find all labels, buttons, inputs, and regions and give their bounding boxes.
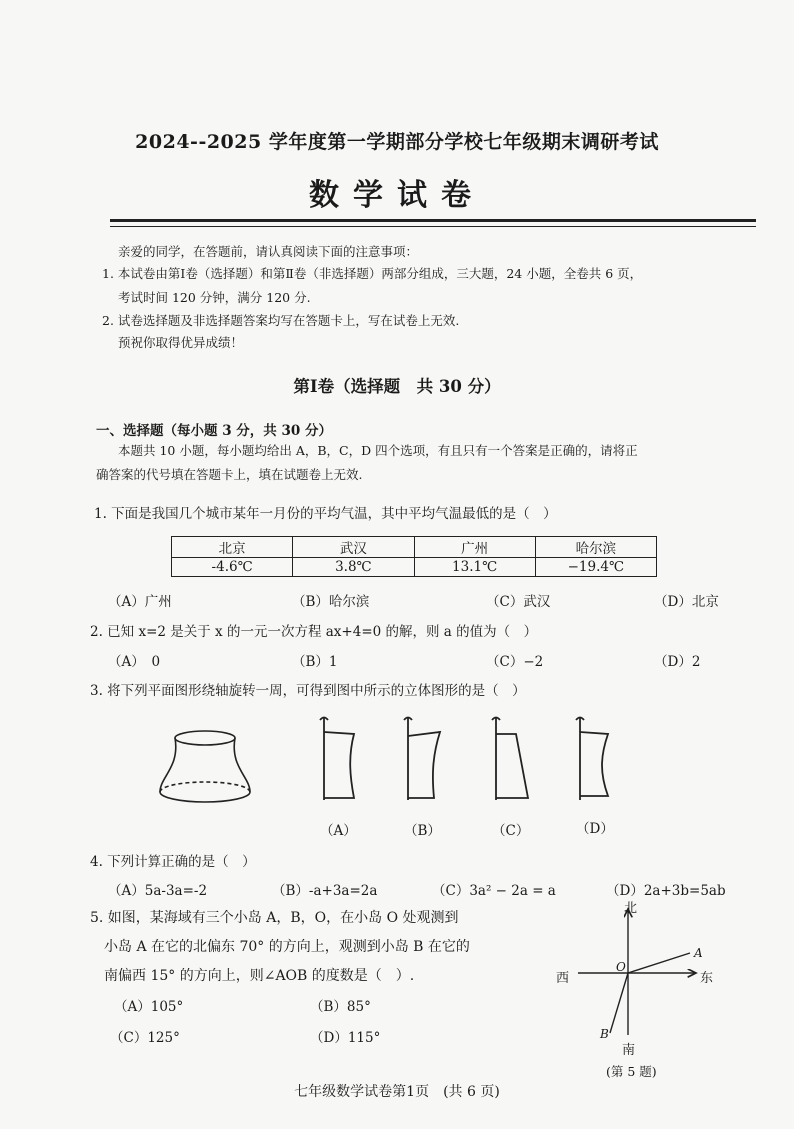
table-cell: 13.1℃ [414,558,535,577]
header-divider-thick [110,219,756,222]
notice-greeting: 亲爱的同学，在答题前，请认真阅读下面的注意事项： [118,244,419,259]
table-cell: 3.8℃ [293,558,414,577]
q2-option-a: （A） 0 [108,654,161,670]
ray-oa [628,953,690,973]
q1-stem: 1. 下面是我国几个城市某年一月份的平均气温，其中平均气温最低的是（ ） [94,506,557,522]
q4-option-b: （B）-a+3a=2a [272,883,378,899]
instructions-line1: 本题共 10 小题，每小题均给出 A，B，C，D 四个选项，有且只有一个答案是正确的，请将正 [118,443,638,458]
point-b-label: B [600,1027,609,1041]
q4-option-d: （D）2a+3b=5ab [606,883,726,899]
section-title: 第Ⅰ卷（选择题 共 30 分） [293,377,501,396]
q5-option-a: （A）105° [114,999,184,1015]
notice-item2: 2. 试卷选择题及非选择题答案均写在答题卡上，写在试卷上无效. [102,313,460,328]
q4-option-a: （A）5a-3a=-2 [108,883,208,899]
q3-label-d: （D） [576,821,614,837]
q3-label-a: （A） [320,823,357,839]
east-label: 东 [700,971,714,986]
q3-label-c: （C） [492,823,530,839]
table-cell: 广州 [414,537,535,558]
point-a-label: A [694,946,703,960]
notice-item1-line1: 1. 本试卷由第Ⅰ卷（选择题）和第Ⅱ卷（非选择题）两部分组成，三大题，24 小题，全卷共 6 页， [102,266,643,281]
exam-title: 2024--2025 学年度第一学期部分学校七年级期末调研考试 [135,131,659,153]
q1-option-d: （D）北京 [654,594,719,610]
header-divider-thin [110,226,756,227]
q5-stem-line3: 南偏西 15° 的方向上，则∠AOB 的度数是（ ）. [104,968,415,984]
page-footer: 七年级数学试卷第1页 (共 6 页) [294,1084,500,1100]
q4-stem: 4. 下列计算正确的是（ ） [90,854,256,870]
south-label: 南 [622,1043,636,1058]
table-cell: 武汉 [293,537,414,558]
subject-title: 数学试卷 [309,178,485,213]
q5-option-d: （D）115° [310,1030,381,1046]
q5-stem-line1: 5. 如图，某海域有三个小岛 A，B，O，在小岛 O 处观测到 [90,910,459,926]
q5-option-b: （B）85° [310,999,371,1015]
part-title: 一、选择题（每小题 3 分，共 30 分） [96,423,332,439]
instructions-line2: 确答案的代号填在答题卡上，填在试题卷上无效. [96,467,363,482]
ray-ob [610,973,628,1033]
q3-stem: 3. 将下列平面图形绕轴旋转一周，可得到图中所示的立体图形的是（ ） [90,683,526,699]
q5-stem-line2: 小岛 A 在它的北偏东 70° 的方向上，观测到小岛 B 在它的 [104,939,470,955]
q1-option-a: （A）广州 [108,594,172,610]
table-cell: -4.6℃ [172,558,293,577]
table-cell: −19.4℃ [535,558,656,577]
q1-option-b: （B）哈尔滨 [292,594,370,610]
q3-option-a-shape [320,717,354,800]
table-cell: 哈尔滨 [535,537,656,558]
q2-option-c: （C）−2 [486,654,544,670]
q2-option-b: （B）1 [292,654,338,670]
north-label: 北 [624,901,638,916]
q3-label-b: （B） [404,823,441,839]
q3-option-b-shape [404,717,440,800]
table-row-cities [172,537,657,558]
q3-option-d-shape [576,717,608,800]
notice-item1-line2: 考试时间 120 分钟，满分 120 分. [118,290,311,305]
q5-option-c: （C）125° [110,1030,180,1046]
q3-solid-figure [160,731,250,802]
figure-caption: (第 5 题) [606,1064,657,1079]
q3-option-c-shape [492,717,528,800]
q2-stem: 2. 已知 x=2 是关于 x 的一元一次方程 ax+4=0 的解，则 a 的值为（ ） [90,624,538,640]
q4-option-c: （C）3a² − 2a = a [432,883,556,899]
q5-compass-diagram [550,895,720,1055]
point-o-label: O [616,960,626,974]
table-row-temps [172,558,657,577]
notice-wish: 预祝你取得优异成绩！ [118,335,244,350]
table-cell: 北京 [172,537,293,558]
q1-temperature-table [171,536,657,577]
q1-option-c: （C）武汉 [486,594,551,610]
q2-option-d: （D）2 [654,654,701,670]
west-label: 西 [556,971,570,986]
